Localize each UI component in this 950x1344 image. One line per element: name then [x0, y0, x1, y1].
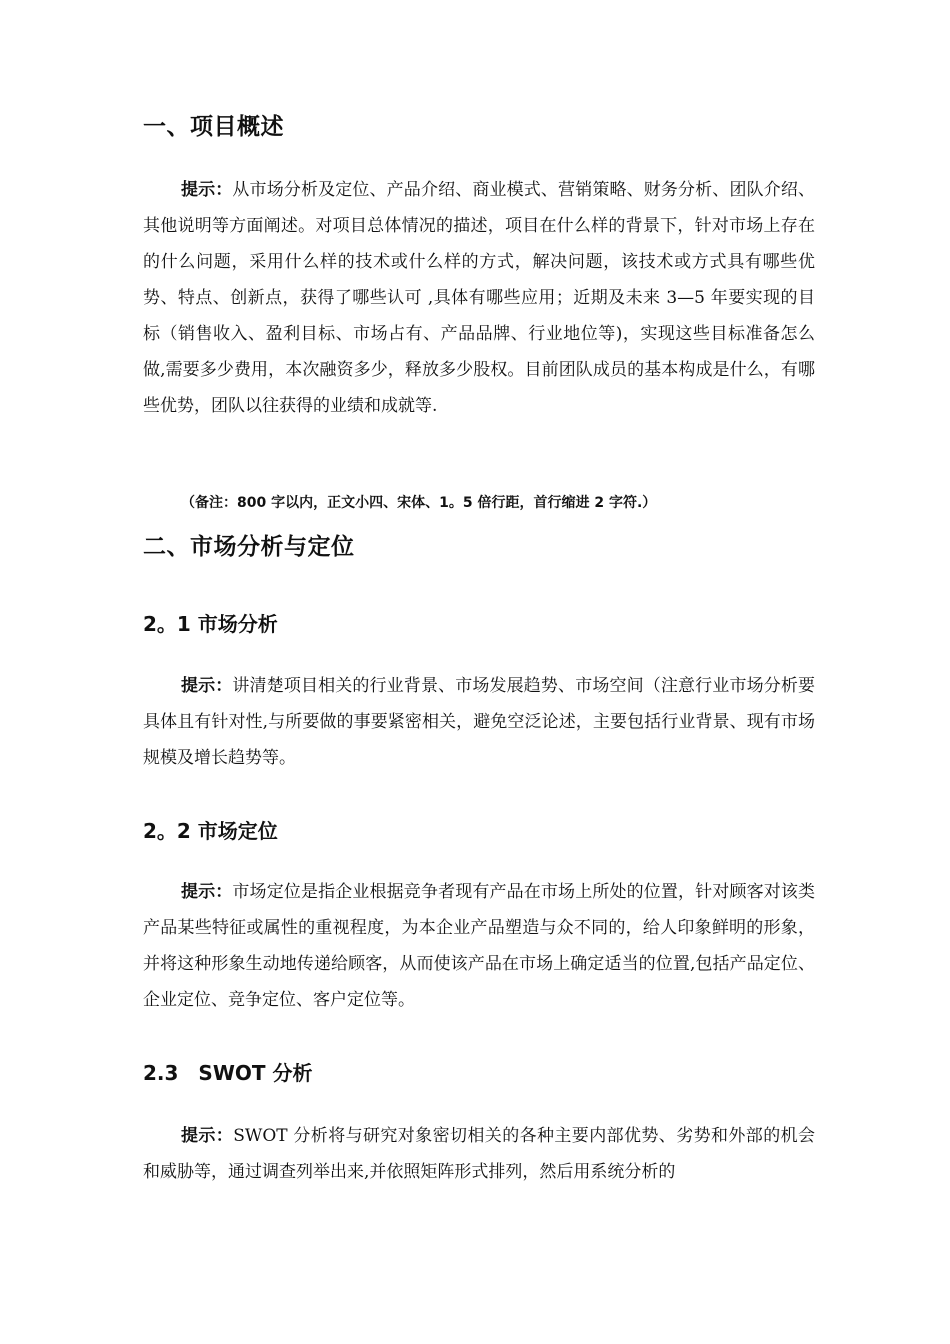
subsection-2-3-hint-label: 提示：: [181, 1126, 234, 1146]
section1-hint-paragraph: [143, 172, 815, 424]
subsection-2-2-hint-paragraph: [143, 874, 815, 1018]
subsection-2-2-heading: 2。2 市场定位: [143, 819, 278, 843]
subsection-2-2-hint-label: 提示：: [181, 882, 233, 902]
section1-hint-label: 提示：: [181, 180, 233, 200]
subsection-2-3-heading: 2.3 SWOT 分析: [143, 1061, 313, 1085]
section1-heading: 一、项目概述: [143, 114, 284, 140]
section1-hint-text: 从市场分析及定位、产品介绍、商业模式、营销策略、财务分析、团队介绍、其他说明等方面阐述。对项目总体情况的描述，项目在什么样的背景下，针对市场上存在的什么问题，采用什么样的技术或什么样的方式，解决问题，该技术或方式具有哪些优势、特点、创新点，获得了哪些认可 ,具体有哪些应用；近期及未来 3—5 年要实现的目标（销售收入、盈利目标、市场占有、产品品牌、行业地位等)，实现这些目标准备怎么做,需要多少费用，本次融资多少，释放多少股权。目前团队成员的基本构成是什么，有哪些优势，团队以往获得的业绩和成就等.: [143, 180, 816, 416]
subsection-2-1-hint-label: 提示：: [181, 676, 233, 696]
section1-note: （备注：800 字以内，正文小四、宋体、1。5 倍行距，首行缩进 2 字符.）: [181, 495, 657, 511]
section2-heading: 二、市场分析与定位: [143, 534, 355, 560]
subsection-2-1-heading: 2。1 市场分析: [143, 612, 278, 636]
subsection-2-2-hint-text: 市场定位是指企业根据竞争者现有产品在市场上所处的位置，针对顾客对该类产品某些特征或属性的重视程度，为本企业产品塑造与众不同的，给人印象鲜明的形象，并将这种形象生动地传递给顾客，从而使该产品在市场上确定适当的位置,包括产品定位、企业定位、竞争定位、客户定位等。: [143, 882, 816, 1010]
subsection-2-3-hint-text: SWOT 分析将与研究对象密切相关的各种主要内部优势、劣势和外部的机会和威胁等，通过调查列举出来,并依照矩阵形式排列，然后用系统分析的: [143, 1126, 815, 1182]
subsection-2-1-hint-text: 讲清楚项目相关的行业背景、市场发展趋势、市场空间（注意行业市场分析要具体且有针对性,与所要做的事要紧密相关，避免空泛论述，主要包括行业背景、现有市场规模及增长趋势等。: [143, 676, 816, 768]
subsection-2-3-hint-paragraph: [143, 1118, 815, 1190]
subsection-2-1-hint-paragraph: [143, 668, 815, 776]
